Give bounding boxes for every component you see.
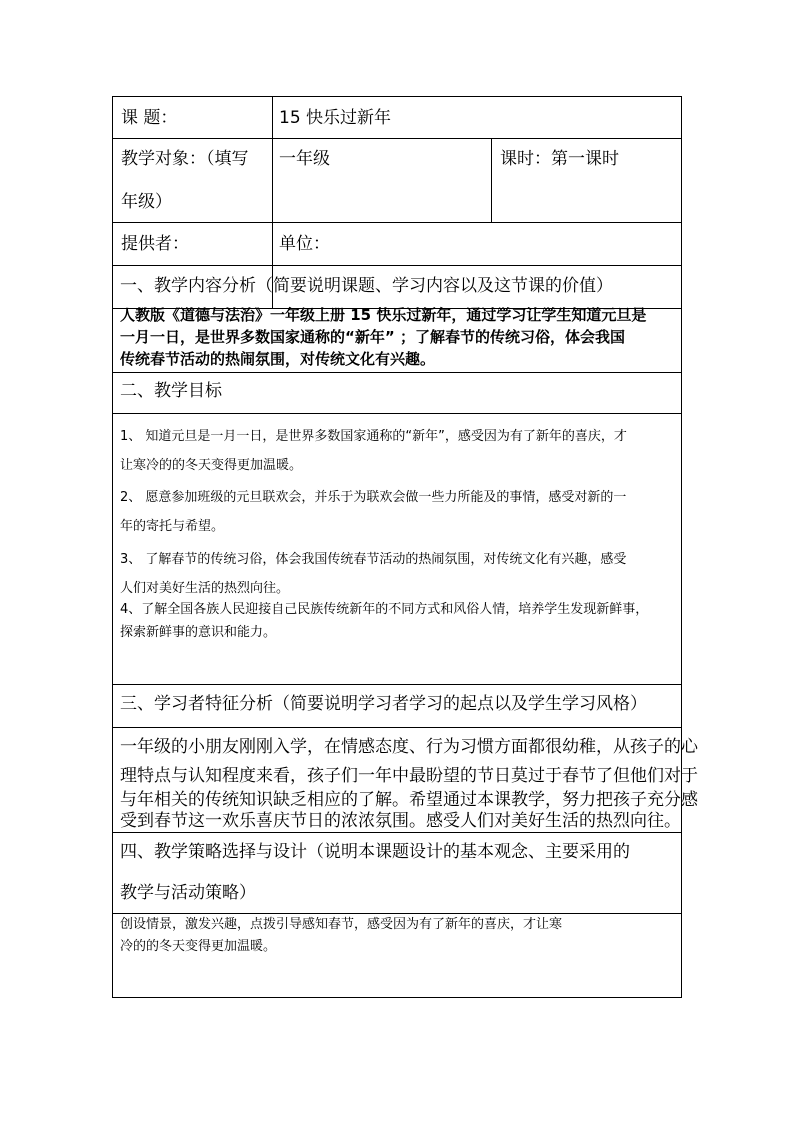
section4-heading: 四、教学策略选择与设计（说明本课题设计的基本观念、主要采用的 — [120, 842, 630, 862]
column-divider — [491, 138, 492, 222]
section4-text: 冷的的冬天变得更加温暖。 — [120, 939, 277, 954]
section3-text: 与年相关的传统知识缺乏相应的了解。希望通过本课教学，努力把孩子充分感 — [120, 790, 698, 810]
section4-heading-cont: 教学与活动策略） — [120, 883, 256, 903]
goal-line: 1、 知道元旦是一月一日，是世界多数国家通称的“新年”，感受因为有了新年的喜庆，才 — [120, 429, 627, 444]
goal-line: 让寒冷的的冬天变得更加温暖。 — [120, 458, 303, 473]
row-divider — [113, 913, 681, 914]
goal-line: 年的寄托与希望。 — [120, 519, 225, 534]
section1-text: 人教版《道德与法治》一年级上册 15 快乐过新年，通过学习让学生知道元旦是 — [120, 306, 647, 324]
row-divider — [113, 372, 681, 373]
goal-line: 4、了解全国各族人民迎接自己民族传统新年的不同方式和风俗人情，培养学生发现新鲜事， — [120, 602, 649, 617]
provider-label: 提供者： — [121, 234, 189, 254]
goal-line: 3、 了解春节的传统习俗，体会我国传统春节活动的热闹氛围，对传统文化有兴趣，感受 — [120, 552, 627, 567]
audience-label: 教学对象：（填写 — [121, 149, 249, 169]
section4-text: 创设情景，激发兴趣，点拨引导感知春节，感受因为有了新年的喜庆，才让寒 — [120, 917, 563, 932]
row-divider — [113, 138, 681, 139]
goal-line: 人们对美好生活的热烈向往。 — [120, 581, 290, 596]
row-divider — [113, 684, 681, 685]
section2-heading: 二、教学目标 — [120, 381, 222, 401]
row-divider — [113, 265, 681, 266]
section3-heading: 三、学习者特征分析（简要说明学习者学习的起点以及学生学习风格） — [120, 694, 647, 714]
period-value: 课时：第一课时 — [500, 149, 619, 169]
unit-label: 单位： — [279, 234, 330, 254]
section1-heading: 一、教学内容分析（简要说明课题、学习内容以及这节课的价值） — [120, 276, 613, 296]
section1-text: 一月一日，是世界多数国家通称的“新年” ；了解春节的传统习俗，体会我国 — [120, 328, 625, 346]
topic-value: 15 快乐过新年 — [279, 108, 392, 128]
row-divider — [113, 832, 681, 833]
topic-label: 课 题： — [121, 108, 178, 128]
section3-text: 一年级的小朋友刚刚入学，在情感态度、行为习惯方面都很幼稚，从孩子的心 — [120, 737, 698, 757]
lesson-plan-table — [112, 96, 682, 998]
goal-line: 2、 愿意参加班级的元旦联欢会，并乐于为联欢会做一些力所能及的事情，感受对新的一 — [120, 490, 627, 505]
row-divider — [113, 727, 681, 728]
grade-value: 一年级 — [279, 149, 330, 169]
section3-text: 理特点与认知程度来看，孩子们一年中最盼望的节日莫过于春节了但他们对于 — [120, 766, 698, 786]
section1-text: 传统春节活动的热闹氛围，对传统文化有兴趣。 — [120, 350, 436, 368]
row-divider — [113, 413, 681, 414]
section3-text: 受到春节这一欢乐喜庆节日的浓浓氛围。感受人们对美好生活的热烈向往。 — [120, 811, 681, 831]
audience-label-cont: 年级） — [121, 192, 172, 212]
row-divider — [113, 222, 681, 223]
goal-line: 探索新鲜事的意识和能力。 — [120, 625, 277, 640]
